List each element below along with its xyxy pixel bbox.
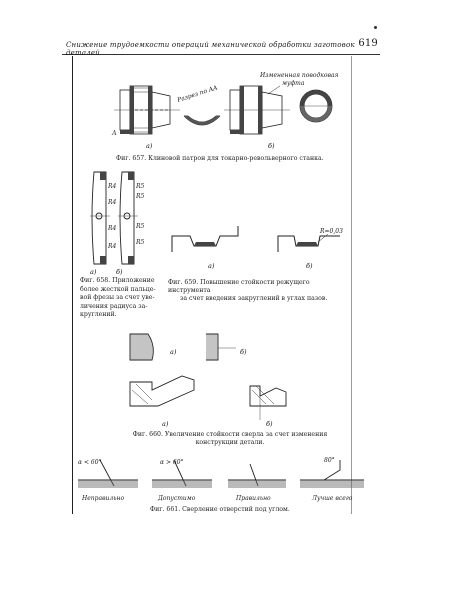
fig658-caption — [80, 277, 170, 320]
section-label: Разрез по АА — [176, 84, 219, 104]
radius-left-3: R4 — [108, 225, 117, 232]
fig659-caption-line: за счет введения закруглений в углах пазов. — [180, 295, 328, 302]
sleeve-label-1: Измененная поводковая — [260, 72, 339, 79]
angle-label-1: α < 60° — [78, 459, 102, 466]
angle-label-3: 80° — [324, 457, 335, 464]
radius-left-4: R4 — [108, 243, 117, 250]
fig658-label-a: а) — [90, 268, 97, 276]
radius-right-1: R5 — [136, 183, 145, 190]
fig659-caption — [168, 279, 348, 303]
fig660-caption — [130, 431, 330, 447]
radius-label: R=0,03 — [320, 228, 343, 235]
radius-left-1: R4 — [108, 183, 117, 190]
label-acceptable: Допустимо — [158, 495, 196, 502]
fig659-label-a: а) — [208, 262, 215, 270]
fig658-caption-line: вой фрезы за счет уве- — [80, 294, 155, 301]
fig658-caption-line: круглений. — [80, 311, 117, 318]
fig659-label-b: б) — [306, 262, 313, 270]
fig660-caption-line: Фиг. 660. Увеличение стойкости сверла за счет изменения — [132, 431, 328, 438]
label-incorrect: Неправильно — [82, 495, 125, 502]
fig658-caption-line: личения радиуса за- — [80, 302, 148, 310]
print-mark — [374, 26, 377, 29]
radius-right-2: R5 — [136, 193, 145, 200]
figure-658-drawing — [86, 168, 166, 276]
fig660-label-a: а) — [162, 420, 169, 428]
fig659-caption-line: Фиг. 659. Повышение стойкости режущего инструмента — [168, 279, 310, 294]
figure-659-drawing — [168, 222, 348, 272]
figure-660-drawing — [126, 330, 306, 430]
figure-661-drawing — [78, 456, 368, 506]
running-header — [62, 40, 380, 55]
fig657-label-a: а) — [146, 142, 153, 150]
radius-right-4: R5 — [136, 239, 145, 246]
radius-right-3: R5 — [136, 223, 145, 230]
fig661-caption: Фиг. 661. Сверление отверстий под углом. — [150, 506, 290, 513]
fig658-label-b: б) — [116, 268, 123, 276]
fig658-caption-line: более жесткой пальце- — [80, 285, 156, 293]
fig657-label-b: б) — [268, 142, 275, 150]
radius-left-2: R4 — [108, 199, 117, 206]
fig660-label-b: б) — [266, 420, 273, 428]
label-correct: Правильно — [236, 495, 271, 502]
page-number: 619 — [358, 38, 378, 49]
running-title: Снижение трудоемкости операций механической обработки заготовок деталей — [66, 41, 355, 57]
label-A: А — [112, 130, 117, 137]
sleeve-label-2: муфта — [282, 80, 305, 87]
fig660-label-b-top: б) — [240, 348, 247, 356]
figure-657-drawing — [110, 72, 350, 152]
fig660-caption-line: конструкции детали. — [195, 439, 265, 446]
label-best: Лучше всего — [312, 495, 353, 502]
fig658-caption-line: Фиг. 658. Приложение — [80, 277, 155, 284]
fig660-label-a-top: а) — [170, 348, 177, 356]
fig657-caption: Фиг. 657. Клиновой патрон для токарно-револьверного станка. — [116, 155, 324, 162]
angle-label-2: α > 60° — [160, 459, 184, 466]
